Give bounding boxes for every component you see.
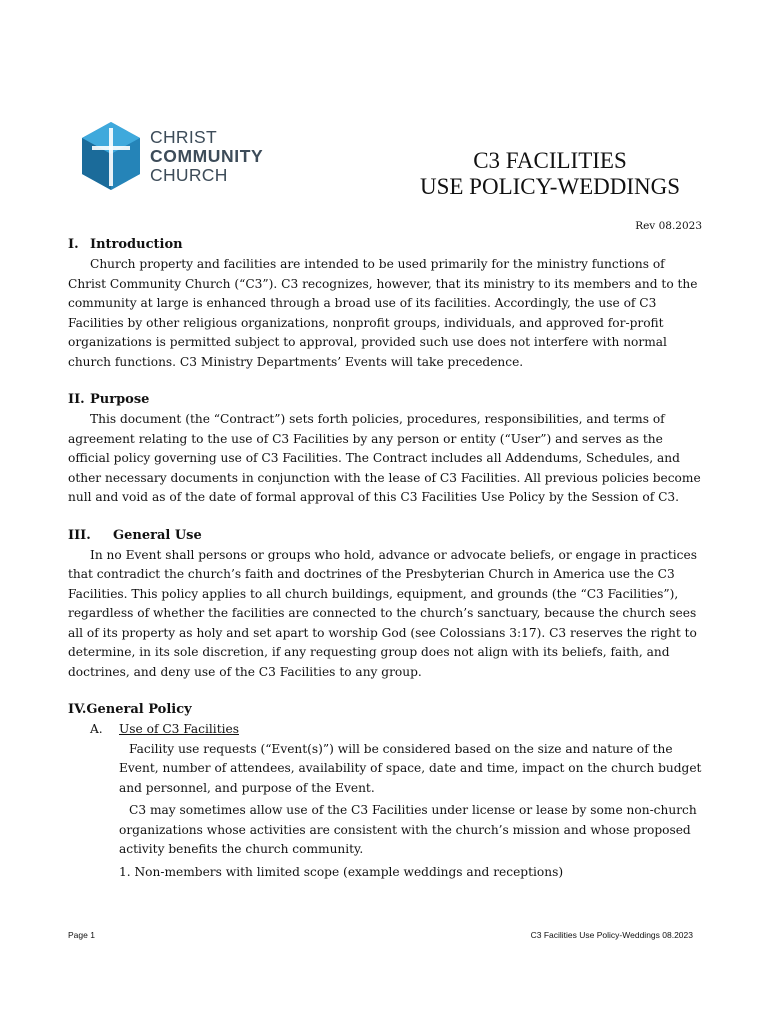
section-introduction	[68, 235, 704, 372]
document-title	[400, 148, 700, 200]
section-heading	[68, 526, 704, 546]
section-general-use	[68, 526, 704, 683]
footer-document-name: C3 Facilities Use Policy-Weddings 08.2023	[530, 930, 693, 940]
section-purpose	[68, 390, 704, 508]
section-title: Purpose	[90, 392, 150, 407]
document-body	[68, 235, 704, 900]
church-logo	[80, 120, 270, 192]
section-title: Introduction	[90, 237, 183, 252]
cross-cube-logo-icon	[80, 120, 142, 192]
section-number: II.	[68, 392, 85, 407]
logo-line-2: COMMUNITY	[150, 146, 264, 166]
section-number: III.	[68, 527, 91, 543]
section-paragraph: This document (the “Contract”) sets forth policies, procedures, responsibilities, and terms of agreement relating to the use of C3 Facilities by any person or entity (“User”) and serves as the official policy governing use of C3 Facilities. The Contract includes all Addendums, Schedules, and other necessary documents in conjunction with the lease of C3 Facilities. All previous policies become null and void as of the date of formal approval of this C3 Facilities Use Policy by the Session of C3.	[68, 412, 701, 504]
list-item: 1. Non-members with limited scope (example weddings and receptions)	[119, 864, 564, 879]
subsection-title: Use of C3 Facilities	[119, 722, 239, 736]
section-title: General Policy	[86, 702, 192, 717]
section-heading	[68, 700, 704, 720]
section-paragraph: In no Event shall persons or groups who hold, advance or advocate beliefs, or engage in practices that contradict the church’s faith and doctrines of the Presbyterian Church in America use the C3 Facilities. This policy applies to all church buildings, equipment, and grounds (the “C3 Facilities”), regardless of whether the facilities are connected to the church’s sanctuary, because the church sees all of its property as holy and set apart to worship God (see Colossians 3:17). C3 reserves the right to determine, in its sole discretion, if any requesting group does not align with its beliefs, faith, and doctrines, and deny use of the C3 Facilities to any group.	[68, 547, 697, 679]
section-title: General Use	[113, 527, 202, 543]
section-heading	[68, 390, 704, 410]
logo-wordmark	[150, 128, 263, 185]
logo-line-3: CHURCH	[150, 165, 228, 185]
section-heading	[68, 235, 704, 255]
subsection-paragraph-2: C3 may sometimes allow use of the C3 Facilities under license or lease by some non-church organizations whose activities are consistent with the church’s mission and whose proposed activity benefits the church community.	[119, 803, 697, 856]
title-line-1: C3 FACILITIES	[473, 148, 627, 173]
subsection-paragraph-1: Facility use requests (“Event(s)”) will be considered based on the size and nature of the Event, number of attendees, availability of space, date and time, impact on the church budget and personnel, and purpose of the Event.	[119, 741, 702, 795]
section-general-policy	[68, 700, 704, 882]
subsection-a-heading	[90, 720, 704, 740]
section-number: I.	[68, 237, 79, 252]
revision-label: Rev 08.2023	[635, 220, 702, 232]
subsection-a-body	[119, 740, 704, 860]
title-line-2: USE POLICY-WEDDINGS	[419, 174, 681, 199]
logo-line-1: CHRIST	[150, 127, 217, 147]
page-number: Page 1	[68, 930, 95, 940]
section-number: IV.	[68, 702, 87, 717]
subsection-label: A.	[90, 722, 103, 736]
section-paragraph: Church property and facilities are intended to be used primarily for the ministry functions of Christ Community Church (“C3”). C3 recognizes, however, that its ministry to its members and to the community at large is enhanced through a broad use of its facilities. Accordingly, the use of C3 Facilities by other religious organizations, nonprofit groups, individuals, and approved for-profit organizations is permitted subject to approval, provided such use does not interfere with normal church functions. C3 Ministry Departments’ Events will take precedence.	[68, 257, 698, 369]
